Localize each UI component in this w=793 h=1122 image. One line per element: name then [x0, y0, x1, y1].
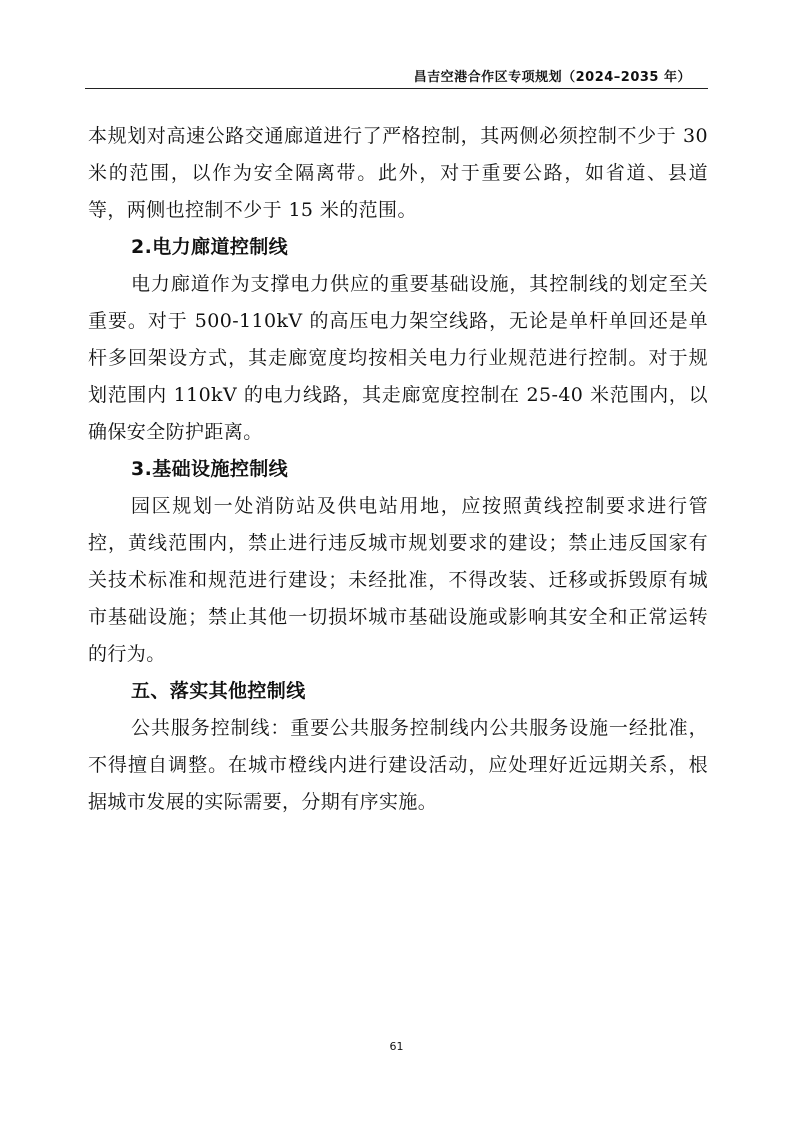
section-heading-other-control-lines: 五、落实其他控制线: [131, 680, 306, 702]
section-heading-power-corridor: 2.电力廊道控制线: [131, 236, 289, 258]
paragraph-infrastructure: 园区规划一处消防站及供电站用地，应按照黄线控制要求进行管控，黄线范围内，禁止进行违反城市规划要求的建设；禁止违反国家有关技术标准和规范进行建设；未经批准，不得改装、迁移或拆毁原有城市基础设施；禁止其他一切损坏城市基础设施或影响其安全和正常运转的行为。: [88, 495, 708, 665]
document-header-title: 昌吉空港合作区专项规划（2024–2035 年）: [413, 70, 691, 85]
paragraph-power-corridor: 电力廊道作为支撑电力供应的重要基础设施，其控制线的划定至关重要。对于 500-110kV 的高压电力架空线路，无论是单杆单回还是单杆多回架设方式，其走廊宽度均按相关电力行业规范进行控制。对于规划范围内 110kV 的电力线路，其走廊宽度控制在 25-40 米范围内，以确保安全防护距离。: [88, 273, 708, 443]
page-number: 61: [389, 1040, 404, 1053]
document-body: [88, 118, 708, 821]
section-heading-infrastructure: 3.基础设施控制线: [131, 458, 289, 480]
paragraph-public-service: 公共服务控制线：重要公共服务控制线内公共服务设施一经批准，不得擅自调整。在城市橙线内进行建设活动，应处理好近远期关系，根据城市发展的实际需要，分期有序实施。: [88, 717, 708, 813]
header-divider: [85, 88, 708, 89]
paragraph-highway-corridor: 本规划对高速公路交通廊道进行了严格控制，其两侧必须控制不少于 30 米的范围，以作为安全隔离带。此外，对于重要公路，如省道、县道等，两侧也控制不少于 15 米的范围。: [88, 125, 708, 221]
